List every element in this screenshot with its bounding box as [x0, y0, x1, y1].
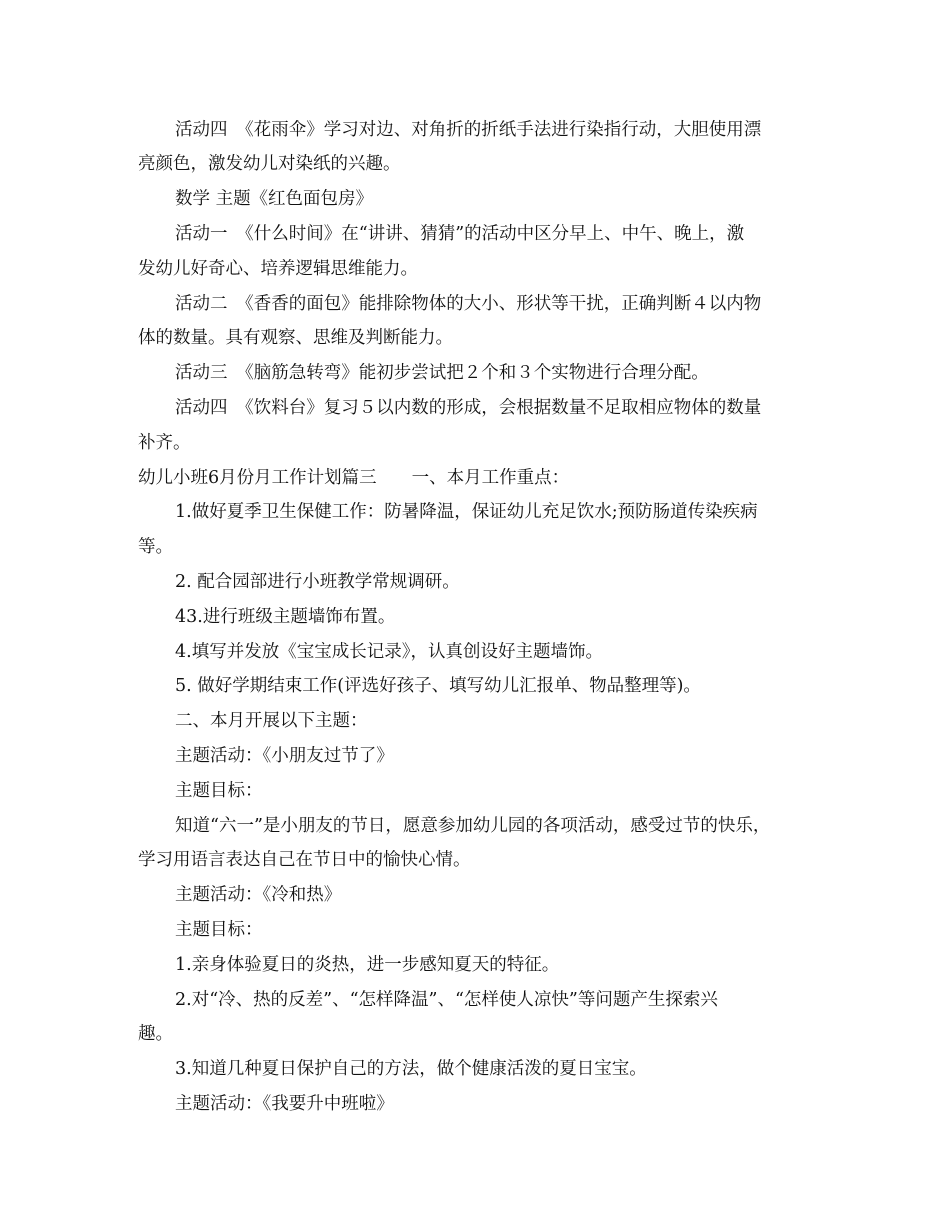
text-line: 1.做好夏季卫生保健工作：防暑降温，保证幼儿充足饮水;预防肠道传染疾病 [175, 502, 758, 522]
text-line: 补齐。 [138, 433, 191, 453]
text-line: 4.填写并发放《宝宝成长记录》，认真创设好主题墙饰。 [175, 642, 603, 662]
text-line: 5. 做好学期结束工作(评选好孩子、填写幼儿汇报单、物品整理等)。 [175, 676, 701, 696]
text-line: 1.亲身体验夏日的炎热，进一步感知夏天的特征。 [175, 955, 560, 975]
text-line: 体的数量。具有观察、思维及判断能力。 [138, 328, 453, 348]
text-line: 主题活动：《小朋友过节了》 [175, 746, 394, 766]
text-line: 活动三 《脑筋急转弯》能初步尝试把２个和３个实物进行合理分配。 [175, 363, 709, 383]
text-line: 发幼儿好奇心、培养逻辑思维能力。 [138, 259, 418, 279]
text-line: 主题活动：《冷和热》 [175, 885, 342, 905]
text-line: 43.进行班级主题墙饰布置。 [175, 607, 396, 627]
text-line: 主题活动：《我要升中班啦》 [175, 1094, 394, 1114]
text-line: 活动四 《饮料台》复习５以内数的形成，会根据数量不足取相应物体的数量 [175, 398, 762, 418]
text-line: 等。 [138, 537, 173, 557]
text-line: 活动一 《什么时间》在“讲讲、猜猜”的活动中区分早上、中午、晚上，激 [175, 224, 745, 244]
text-line: 活动二 《香香的面包》能排除物体的大小、形状等干扰，正确判断４以内物 [175, 294, 762, 314]
text-line: 3.知道几种夏日保护自己的方法，做个健康活泼的夏日宝宝。 [175, 1059, 647, 1079]
text-line: 亮颜色，激发幼儿对染纸的兴趣。 [138, 154, 401, 174]
text-line: 2.对“冷、热的反差”、“怎样降温”、“怎样使人凉快”等问题产生探索兴 [175, 990, 718, 1010]
text-line: 趣。 [138, 1024, 173, 1044]
section-heading: 数学 主题《红色面包房》 [175, 189, 374, 209]
text-line: 2. 配合园部进行小班教学常规调研。 [175, 572, 460, 592]
text-line: 学习用语言表达自己在节日中的愉快心情。 [138, 850, 471, 870]
section-heading: 二、本月开展以下主题： [175, 711, 368, 731]
text-line: 活动四 《花雨伞》学习对边、对角折的折纸手法进行染指行动，大胆使用漂 [175, 120, 762, 140]
text-line: 主题目标： [175, 781, 263, 801]
text-line: 知道“六一”是小朋友的节日，愿意参加幼儿园的各项活动，感受过节的快乐， [175, 816, 771, 836]
section-heading: 幼儿小班6月份月工作计划篇三 一、本月工作重点： [138, 468, 570, 488]
text-line: 主题目标： [175, 920, 263, 940]
